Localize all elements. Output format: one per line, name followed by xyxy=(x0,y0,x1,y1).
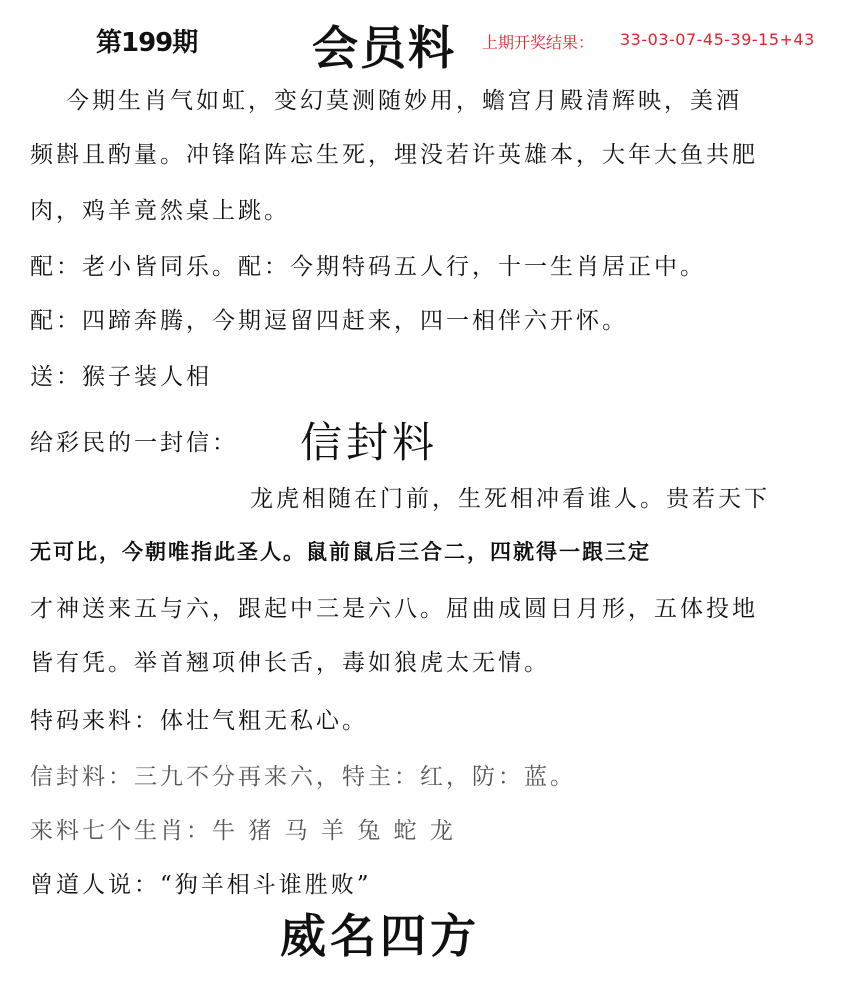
poem-line-1: 今期生肖气如虹，变幻莫测随妙用，蟾宫月殿清辉映，美酒 xyxy=(66,88,742,114)
footer-title: 威名四方 xyxy=(280,909,480,963)
pei-line-1: 配：老小皆同乐。配：今期特码五人行，十一生肖居正中。 xyxy=(30,254,706,280)
letter-line-1: 龙虎相随在门前，生死相冲看谁人。贵若天下 xyxy=(250,486,770,512)
tema-line: 特码来料：体壮气粗无私心。 xyxy=(30,708,368,734)
xinfeng-line: 信封料：三九不分再来六，特主：红，防：蓝。 xyxy=(30,764,576,790)
daoren-line: 曾道人说：“狗羊相斗谁胜败” xyxy=(30,872,372,898)
main-title: 会员料 xyxy=(312,21,456,75)
issue-number: 第199期 xyxy=(96,28,198,58)
letter-line-2: 无可比，今朝唯指此圣人。鼠前鼠后三合二，四就得一跟三定 xyxy=(30,540,651,564)
letter-label: 给彩民的一封信： xyxy=(30,430,238,456)
qixiao-line: 来料七个生肖：牛 猪 马 羊 兔 蛇 龙 xyxy=(30,818,456,844)
prev-result-value: 33-03-07-45-39-15+43 xyxy=(620,30,815,49)
prev-result-label: 上期开奖结果： xyxy=(482,33,595,52)
letter-line-4: 皆有凭。举首翘项伸长舌，毒如狼虎太无情。 xyxy=(30,650,550,676)
pei-line-2: 配：四蹄奔腾，今期逗留四赶来，四一相伴六开怀。 xyxy=(30,308,628,334)
poem-line-3: 肉，鸡羊竟然桌上跳。 xyxy=(30,198,290,224)
letter-title: 信封料 xyxy=(300,418,439,467)
poem-line-2: 频斟且酌量。冲锋陷阵忘生死，埋没若许英雄本，大年大鱼共肥 xyxy=(30,142,758,168)
letter-line-3: 才神送来五与六，跟起中三是六八。屈曲成圆日月形，五体投地 xyxy=(30,596,758,622)
song-line: 送：猴子装人相 xyxy=(30,364,212,390)
